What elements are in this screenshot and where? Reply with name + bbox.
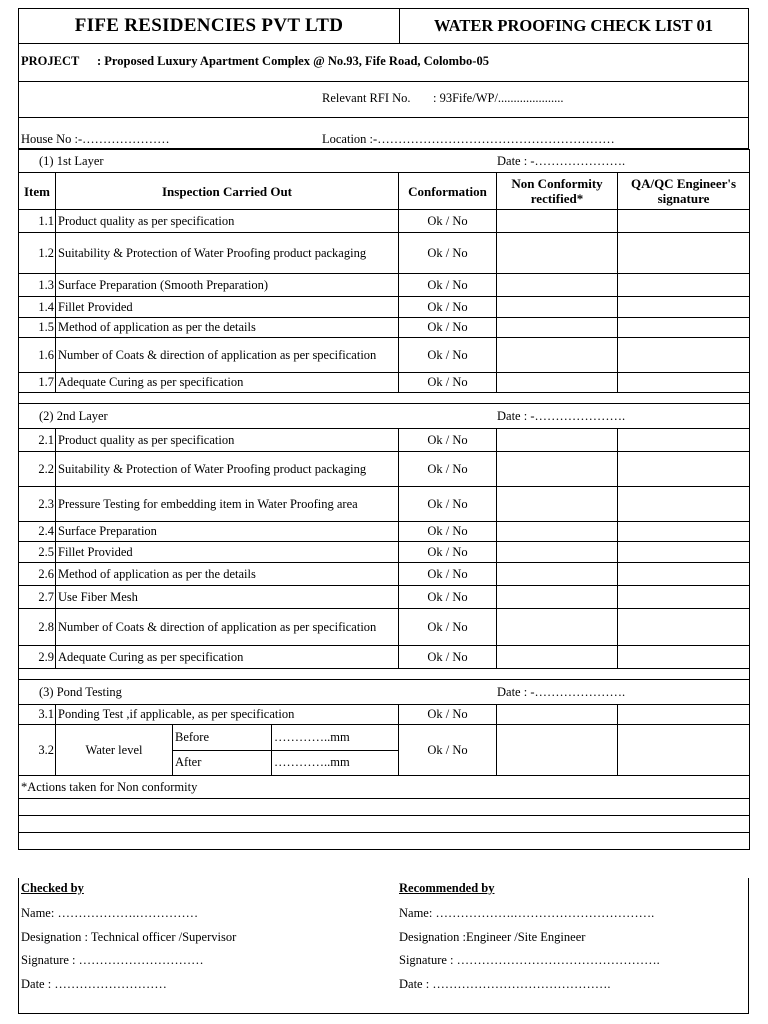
- non-conformity-cell[interactable]: [497, 318, 618, 338]
- conformation-cell[interactable]: Ok / No: [399, 586, 497, 609]
- project-value: : Proposed Luxury Apartment Complex @ No.93, Fife Road, Colombo-05: [97, 54, 489, 68]
- section-3-date: Date : -………………….: [497, 685, 626, 699]
- actions-line: [19, 816, 750, 833]
- checked-by-date[interactable]: Date : ………………………: [21, 977, 167, 991]
- conformation-cell[interactable]: Ok / No: [399, 646, 497, 669]
- signature-cell[interactable]: [618, 210, 750, 233]
- conformation-cell[interactable]: Ok / No: [399, 373, 497, 393]
- table-row: 1.4 Fillet Provided Ok / No: [19, 297, 750, 318]
- signature-cell[interactable]: [618, 586, 750, 609]
- signature-cell[interactable]: [618, 373, 750, 393]
- recommended-by-title: Recommended by: [399, 881, 495, 895]
- spacer-row: [19, 669, 750, 680]
- actions-line: [19, 799, 750, 816]
- non-conformity-cell[interactable]: [497, 338, 618, 373]
- col-item: Item: [19, 173, 56, 210]
- water-level-row: 3.2 Water level Before …………..mm After …………..mm Ok / No: [19, 725, 750, 776]
- section-2-date: Date : -………………….: [497, 409, 626, 423]
- non-conformity-cell[interactable]: [497, 373, 618, 393]
- checked-by-name[interactable]: Name: ……………….……………: [21, 906, 199, 920]
- recommended-by-signature[interactable]: Signature : ………………………………………….: [399, 953, 660, 967]
- non-conformity-cell[interactable]: [497, 452, 618, 487]
- table-row: 3.1 Ponding Test ,if applicable, as per specification Ok / No: [19, 705, 750, 725]
- signature-cell[interactable]: [618, 318, 750, 338]
- non-conformity-cell[interactable]: [497, 609, 618, 646]
- section-1-header: [19, 150, 750, 173]
- table-row: 2.4 Surface Preparation Ok / No: [19, 522, 750, 542]
- location-field: Location :-…………………………………………………: [322, 132, 615, 146]
- table-row: 1.5 Method of application as per the details Ok / No: [19, 318, 750, 338]
- recommended-by-name[interactable]: Name: ……………….…………………………….: [399, 906, 655, 920]
- rfi-label: Relevant RFI No.: [322, 91, 411, 105]
- non-conformity-cell[interactable]: [497, 233, 618, 274]
- signature-cell[interactable]: [618, 297, 750, 318]
- table-row: 2.1 Product quality as per specification Ok / No: [19, 429, 750, 452]
- signature-cell[interactable]: [618, 233, 750, 274]
- column-header-row: [19, 173, 750, 210]
- table-row: 2.2 Suitability & Protection of Water Proofing product packaging Ok / No: [19, 452, 750, 487]
- signature-cell[interactable]: [618, 429, 750, 452]
- section-3-header: [19, 680, 750, 705]
- signature-cell[interactable]: [618, 725, 750, 776]
- table-row: 2.9 Adequate Curing as per specification Ok / No: [19, 646, 750, 669]
- actions-line: [19, 833, 750, 850]
- section-2-title: (2) 2nd Layer: [39, 409, 108, 423]
- recommended-by-designation: Designation :Engineer /Site Engineer: [399, 930, 586, 944]
- after-label: After: [173, 751, 272, 776]
- water-level-label: Water level: [56, 725, 173, 775]
- signature-cell[interactable]: [618, 646, 750, 669]
- conformation-cell[interactable]: Ok / No: [399, 318, 497, 338]
- conformation-cell[interactable]: Ok / No: [399, 725, 497, 776]
- col-non-conformity: Non Conformity rectified*: [497, 173, 618, 210]
- after-value-field[interactable]: …………..mm: [274, 755, 350, 770]
- section-3-title: (3) Pond Testing: [39, 685, 122, 699]
- non-conformity-cell[interactable]: [497, 487, 618, 522]
- signature-cell[interactable]: [618, 452, 750, 487]
- spacer-row: [19, 393, 750, 404]
- conformation-cell[interactable]: Ok / No: [399, 429, 497, 452]
- non-conformity-cell[interactable]: [497, 542, 618, 563]
- actions-note: *Actions taken for Non conformity: [19, 776, 750, 799]
- signature-cell[interactable]: [618, 563, 750, 586]
- house-location-row: [18, 118, 749, 149]
- non-conformity-cell[interactable]: [497, 297, 618, 318]
- rfi-value: : 93Fife/WP/.....................: [433, 91, 564, 105]
- table-row: 1.7 Adequate Curing as per specification Ok / No: [19, 373, 750, 393]
- conformation-cell[interactable]: Ok / No: [399, 452, 497, 487]
- conformation-cell[interactable]: Ok / No: [399, 297, 497, 318]
- before-label: Before: [173, 725, 272, 750]
- before-value-field[interactable]: …………..mm: [274, 729, 350, 744]
- section-2-header: [19, 404, 750, 429]
- title-row: [18, 8, 749, 44]
- conformation-cell[interactable]: Ok / No: [399, 274, 497, 297]
- conformation-cell[interactable]: Ok / No: [399, 487, 497, 522]
- section-1-date: Date : -………………….: [497, 154, 626, 168]
- non-conformity-cell[interactable]: [497, 210, 618, 233]
- table-row: 2.5 Fillet Provided Ok / No: [19, 542, 750, 563]
- company-name: FIFE RESIDENCIES PVT LTD: [19, 9, 400, 43]
- checklist-sheet: [18, 8, 749, 850]
- checked-by-title: Checked by: [21, 881, 84, 895]
- conformation-cell[interactable]: Ok / No: [399, 522, 497, 542]
- conformation-cell[interactable]: Ok / No: [399, 542, 497, 563]
- actions-note-row: [19, 776, 750, 799]
- non-conformity-cell[interactable]: [497, 705, 618, 725]
- conformation-cell[interactable]: Ok / No: [399, 338, 497, 373]
- checked-by-signature[interactable]: Signature : …………………………: [21, 953, 204, 967]
- signature-cell[interactable]: [618, 522, 750, 542]
- signature-cell[interactable]: [618, 338, 750, 373]
- non-conformity-cell[interactable]: [497, 274, 618, 297]
- signature-cell[interactable]: [618, 274, 750, 297]
- non-conformity-cell[interactable]: [497, 563, 618, 586]
- rfi-row: [18, 82, 749, 118]
- signature-cell[interactable]: [618, 542, 750, 563]
- table-row: 1.3 Surface Preparation (Smooth Preparation) Ok / No: [19, 274, 750, 297]
- non-conformity-cell[interactable]: [497, 646, 618, 669]
- non-conformity-cell[interactable]: [497, 429, 618, 452]
- conformation-cell[interactable]: Ok / No: [399, 609, 497, 646]
- non-conformity-cell[interactable]: [497, 522, 618, 542]
- signature-cell[interactable]: [618, 487, 750, 522]
- conformation-cell[interactable]: Ok / No: [399, 210, 497, 233]
- signoff-section: [18, 878, 749, 1014]
- table-row: 2.8 Number of Coats & direction of application as per specification Ok / No: [19, 609, 750, 646]
- signature-cell[interactable]: [618, 609, 750, 646]
- conformation-cell[interactable]: Ok / No: [399, 563, 497, 586]
- house-no-field: House No :-…………………: [21, 132, 170, 146]
- conformation-cell[interactable]: Ok / No: [399, 233, 497, 274]
- col-signature: QA/QC Engineer's signature: [618, 173, 750, 210]
- col-conformation: Conformation: [399, 173, 497, 210]
- section-1-title: (1) 1st Layer: [39, 154, 104, 168]
- recommended-by-date[interactable]: Date : …………………………………….: [399, 977, 611, 991]
- non-conformity-cell[interactable]: [497, 586, 618, 609]
- project-row: [18, 44, 749, 82]
- conformation-cell[interactable]: Ok / No: [399, 705, 497, 725]
- non-conformity-cell[interactable]: [497, 725, 618, 776]
- document-title: WATER PROOFING CHECK LIST 01: [433, 16, 714, 35]
- table-row: 2.6 Method of application as per the details Ok / No: [19, 563, 750, 586]
- signature-cell[interactable]: [618, 705, 750, 725]
- project-label: PROJECT: [21, 54, 80, 68]
- inspection-table: [18, 149, 750, 850]
- table-row: 2.3 Pressure Testing for embedding item in Water Proofing area Ok / No: [19, 487, 750, 522]
- table-row: 2.7 Use Fiber Mesh Ok / No: [19, 586, 750, 609]
- checked-by-designation: Designation : Technical officer /Supervisor: [21, 930, 237, 944]
- col-inspection: Inspection Carried Out: [56, 173, 399, 210]
- table-row: 1.6 Number of Coats & direction of application as per specification Ok / No: [19, 338, 750, 373]
- table-row: 1.2 Suitability & Protection of Water Proofing product packaging Ok / No: [19, 233, 750, 274]
- table-row: 1.1 Product quality as per specification Ok / No: [19, 210, 750, 233]
